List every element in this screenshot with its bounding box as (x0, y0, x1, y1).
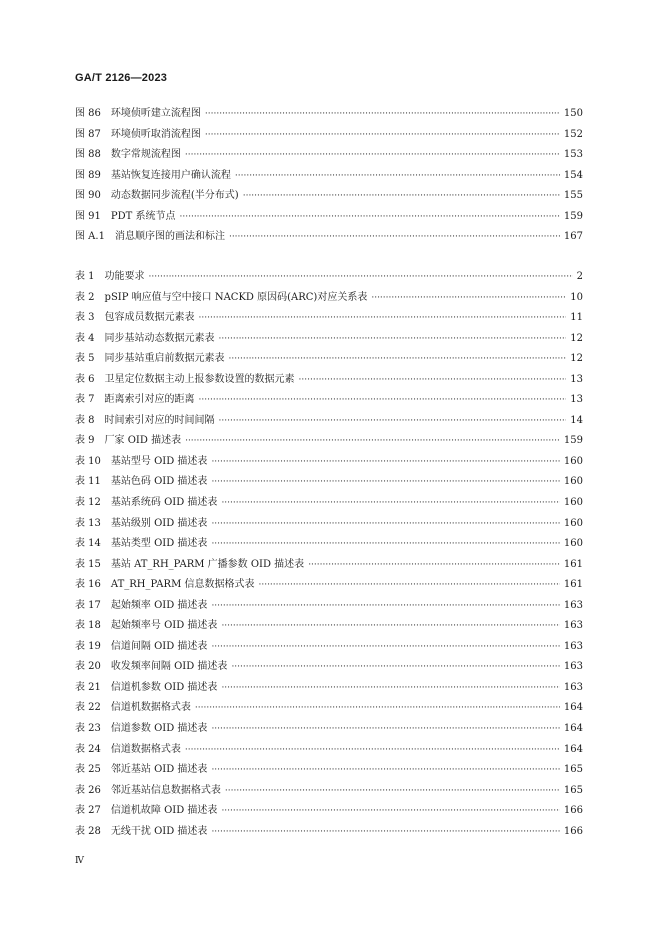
entry-page-number: 155 (563, 190, 583, 202)
entry-label: 表 18 (75, 620, 101, 632)
entry-title: 厂家 OID 描述表 (104, 435, 182, 447)
table-entry[interactable] (75, 719, 583, 740)
entry-page-number: 165 (563, 784, 583, 796)
entry-label: 表 13 (75, 517, 101, 529)
entry-page-number: 154 (563, 169, 583, 181)
figure-entry[interactable] (75, 186, 583, 207)
entry-label: 表 26 (75, 784, 101, 796)
entry-label: 表 23 (75, 723, 101, 735)
leader-dots (195, 698, 560, 719)
leader-dots (211, 822, 559, 843)
entry-page-number: 163 (563, 661, 583, 673)
entry-page-number: 2 (576, 271, 583, 282)
table-entry[interactable] (75, 370, 583, 391)
entry-label: 表 15 (75, 558, 101, 570)
entry-label: 表 25 (75, 764, 101, 776)
entry-label: 表 7 (75, 394, 95, 406)
entry-page-number: 163 (563, 681, 583, 693)
entry-label: 表 5 (75, 353, 95, 365)
table-entry[interactable] (75, 349, 583, 370)
entry-page-number: 164 (563, 743, 583, 755)
entry-label: 图 86 (75, 108, 101, 119)
entry-label: 图 91 (75, 210, 101, 222)
entry-title: 无线干扰 OID 描述表 (110, 825, 208, 837)
table-entry[interactable] (75, 390, 583, 411)
entry-label: 表 8 (75, 414, 95, 426)
table-entry[interactable] (75, 781, 583, 802)
entry-title: 时间索引对应的时间间隔 (104, 414, 215, 426)
leader-dots (211, 452, 559, 473)
entry-label: 图 89 (75, 169, 101, 181)
entry-title: 信道机数据格式表 (110, 702, 191, 714)
figure-entry[interactable] (75, 104, 583, 125)
entry-label: 图 A.1 (75, 231, 105, 243)
table-entry[interactable] (75, 555, 583, 576)
leader-dots (199, 308, 567, 329)
leader-dots (258, 575, 559, 596)
entry-title: 环境侦听建立流程图 (110, 108, 201, 119)
entry-title: 信道间隔 OID 描述表 (110, 640, 208, 652)
entry-label: 表 21 (75, 681, 101, 693)
entry-label: 表 28 (75, 825, 101, 837)
entry-title: 同步基站重启前数据元素表 (104, 353, 225, 365)
table-entry[interactable] (75, 760, 583, 781)
leader-dots (229, 227, 560, 248)
entry-title: 基站型号 OID 描述表 (110, 455, 208, 467)
table-list (75, 267, 583, 842)
entry-page-number: 167 (563, 231, 583, 243)
entry-title: 收发频率间隔 OID 描述表 (110, 661, 228, 673)
entry-page-number: 160 (563, 455, 583, 467)
entry-label: 表 20 (75, 661, 101, 673)
table-entry[interactable] (75, 596, 583, 617)
table-entry[interactable] (75, 698, 583, 719)
entry-title: 功能要求 (104, 271, 145, 282)
entry-page-number: 160 (563, 538, 583, 550)
leader-dots (371, 288, 566, 309)
leader-dots (308, 555, 560, 576)
entry-title: 包容成员数据元素表 (104, 312, 195, 324)
leader-dots (211, 514, 559, 535)
figure-entry[interactable] (75, 166, 583, 187)
leader-dots (231, 657, 559, 678)
entry-label: 表 12 (75, 497, 101, 509)
table-entry[interactable] (75, 678, 583, 699)
figure-entry[interactable] (75, 227, 583, 248)
entry-title: 基站级别 OID 描述表 (110, 517, 208, 529)
entry-title: 同步基站动态数据元素表 (104, 332, 215, 344)
table-entry[interactable] (75, 575, 583, 596)
entry-page-number: 153 (563, 149, 583, 161)
leader-dots (185, 740, 560, 761)
entry-title: 起始频率号 OID 描述表 (110, 620, 218, 632)
entry-title: 卫星定位数据主动上报参数设置的数据元素 (104, 373, 295, 385)
leader-dots (221, 801, 559, 822)
entry-title: PDT 系统节点 (110, 210, 176, 222)
entry-title: 基站系统码 OID 描述表 (110, 497, 218, 509)
entry-title: 邻近基站 OID 描述表 (110, 764, 208, 776)
leader-dots (211, 760, 559, 781)
entry-page-number: 164 (563, 723, 583, 735)
entry-label: 表 6 (75, 373, 95, 385)
entry-page-number: 13 (570, 373, 583, 385)
leader-dots (211, 719, 559, 740)
entry-page-number: 11 (570, 312, 583, 324)
leader-dots (211, 637, 559, 658)
table-entry[interactable] (75, 637, 583, 658)
leader-dots (205, 125, 560, 146)
entry-label: 表 19 (75, 640, 101, 652)
leader-dots (211, 596, 559, 617)
entry-page-number: 14 (570, 414, 583, 426)
table-entry[interactable] (75, 740, 583, 761)
entry-label: 表 24 (75, 743, 101, 755)
entry-title: 消息顺序图的画法和标注 (114, 231, 225, 243)
leader-dots (149, 267, 573, 288)
entry-label: 表 27 (75, 805, 101, 817)
leader-dots (221, 493, 559, 514)
entry-label: 表 3 (75, 312, 95, 324)
table-entry[interactable] (75, 822, 583, 843)
leader-dots (243, 186, 560, 207)
entry-page-number: 150 (563, 108, 583, 119)
leader-dots (199, 390, 567, 411)
table-entry[interactable] (75, 801, 583, 822)
leader-dots (211, 534, 559, 555)
entry-page-number: 164 (563, 702, 583, 714)
entry-label: 表 9 (75, 435, 95, 447)
entry-page-number: 165 (563, 764, 583, 776)
entry-title: 邻近基站信息数据格式表 (110, 784, 221, 796)
leader-dots (219, 329, 567, 350)
leader-dots (235, 166, 560, 187)
table-entry[interactable] (75, 431, 583, 452)
leader-dots (219, 411, 567, 432)
table-entry[interactable] (75, 329, 583, 350)
leader-dots (221, 678, 559, 699)
entry-page-number: 152 (563, 128, 583, 140)
entry-title: 基站色码 OID 描述表 (110, 476, 208, 488)
entry-page-number: 163 (563, 620, 583, 632)
leader-dots (229, 349, 567, 370)
entry-title: 信道机故障 OID 描述表 (110, 805, 218, 817)
table-entry[interactable] (75, 472, 583, 493)
entry-label: 表 11 (75, 476, 101, 488)
figure-entry[interactable] (75, 145, 583, 166)
leader-dots (221, 616, 559, 637)
entry-title: 距离索引对应的距离 (104, 394, 195, 406)
table-entry[interactable] (75, 411, 583, 432)
document-id: GA/T 2126—2023 (75, 72, 168, 84)
entry-page-number: 12 (570, 353, 583, 365)
entry-page-number: 159 (563, 210, 583, 222)
entry-label: 图 88 (75, 149, 101, 161)
entry-title: AT_RH_PARM 信息数据格式表 (110, 579, 255, 591)
table-entry[interactable] (75, 534, 583, 555)
table-entry[interactable] (75, 452, 583, 473)
entry-label: 表 14 (75, 538, 101, 550)
entry-title: 基站 AT_RH_PARM 广播参数 OID 描述表 (110, 558, 305, 570)
entry-page-number: 163 (563, 599, 583, 611)
figure-entry[interactable] (75, 125, 583, 146)
entry-label: 表 16 (75, 579, 101, 591)
leader-dots (185, 431, 560, 452)
entry-label: 表 2 (75, 291, 95, 303)
entry-title: 基站恢复连接用户确认流程 (110, 169, 231, 181)
entry-title: 信道参数 OID 描述表 (110, 723, 208, 735)
entry-page-number: 160 (563, 476, 583, 488)
entry-page-number: 13 (570, 394, 583, 406)
figure-list (75, 104, 583, 248)
table-entry[interactable] (75, 308, 583, 329)
entry-title: 信道数据格式表 (110, 743, 181, 755)
entry-label: 表 22 (75, 702, 101, 714)
entry-title: 基站类型 OID 描述表 (110, 538, 208, 550)
entry-page-number: 161 (563, 558, 583, 570)
entry-page-number: 163 (563, 640, 583, 652)
leader-dots (185, 145, 560, 166)
entry-page-number: 166 (563, 825, 583, 837)
page-number: Ⅳ (75, 856, 84, 866)
entry-title: pSIP 响应值与空中接口 NACKD 原因码(ARC)对应关系表 (104, 291, 368, 303)
entry-page-number: 160 (563, 517, 583, 529)
entry-title: 动态数据同步流程(半分布式) (110, 190, 239, 202)
entry-label: 表 1 (75, 271, 95, 282)
entry-page-number: 161 (563, 579, 583, 591)
entry-label: 图 87 (75, 128, 101, 140)
leader-dots (180, 207, 560, 228)
table-entry[interactable] (75, 514, 583, 535)
leader-dots (299, 370, 567, 391)
entry-page-number: 10 (570, 291, 583, 303)
table-entry[interactable] (75, 616, 583, 637)
entry-title: 信道机参数 OID 描述表 (110, 681, 218, 693)
entry-label: 图 90 (75, 190, 101, 202)
entry-label: 表 17 (75, 599, 101, 611)
entry-title: 起始频率 OID 描述表 (110, 599, 208, 611)
table-entry[interactable] (75, 267, 583, 288)
entry-title: 数字常规流程图 (110, 149, 181, 161)
table-entry[interactable] (75, 657, 583, 678)
entry-page-number: 159 (563, 435, 583, 447)
leader-dots (225, 781, 560, 802)
leader-dots (205, 104, 560, 125)
entry-page-number: 12 (570, 332, 583, 344)
table-entry[interactable] (75, 493, 583, 514)
entry-title: 环境侦听取消流程图 (110, 128, 201, 140)
table-entry[interactable] (75, 288, 583, 309)
leader-dots (211, 472, 559, 493)
entry-page-number: 160 (563, 497, 583, 509)
entry-page-number: 166 (563, 805, 583, 817)
figure-entry[interactable] (75, 207, 583, 228)
entry-label: 表 4 (75, 332, 95, 344)
entry-label: 表 10 (75, 455, 101, 467)
